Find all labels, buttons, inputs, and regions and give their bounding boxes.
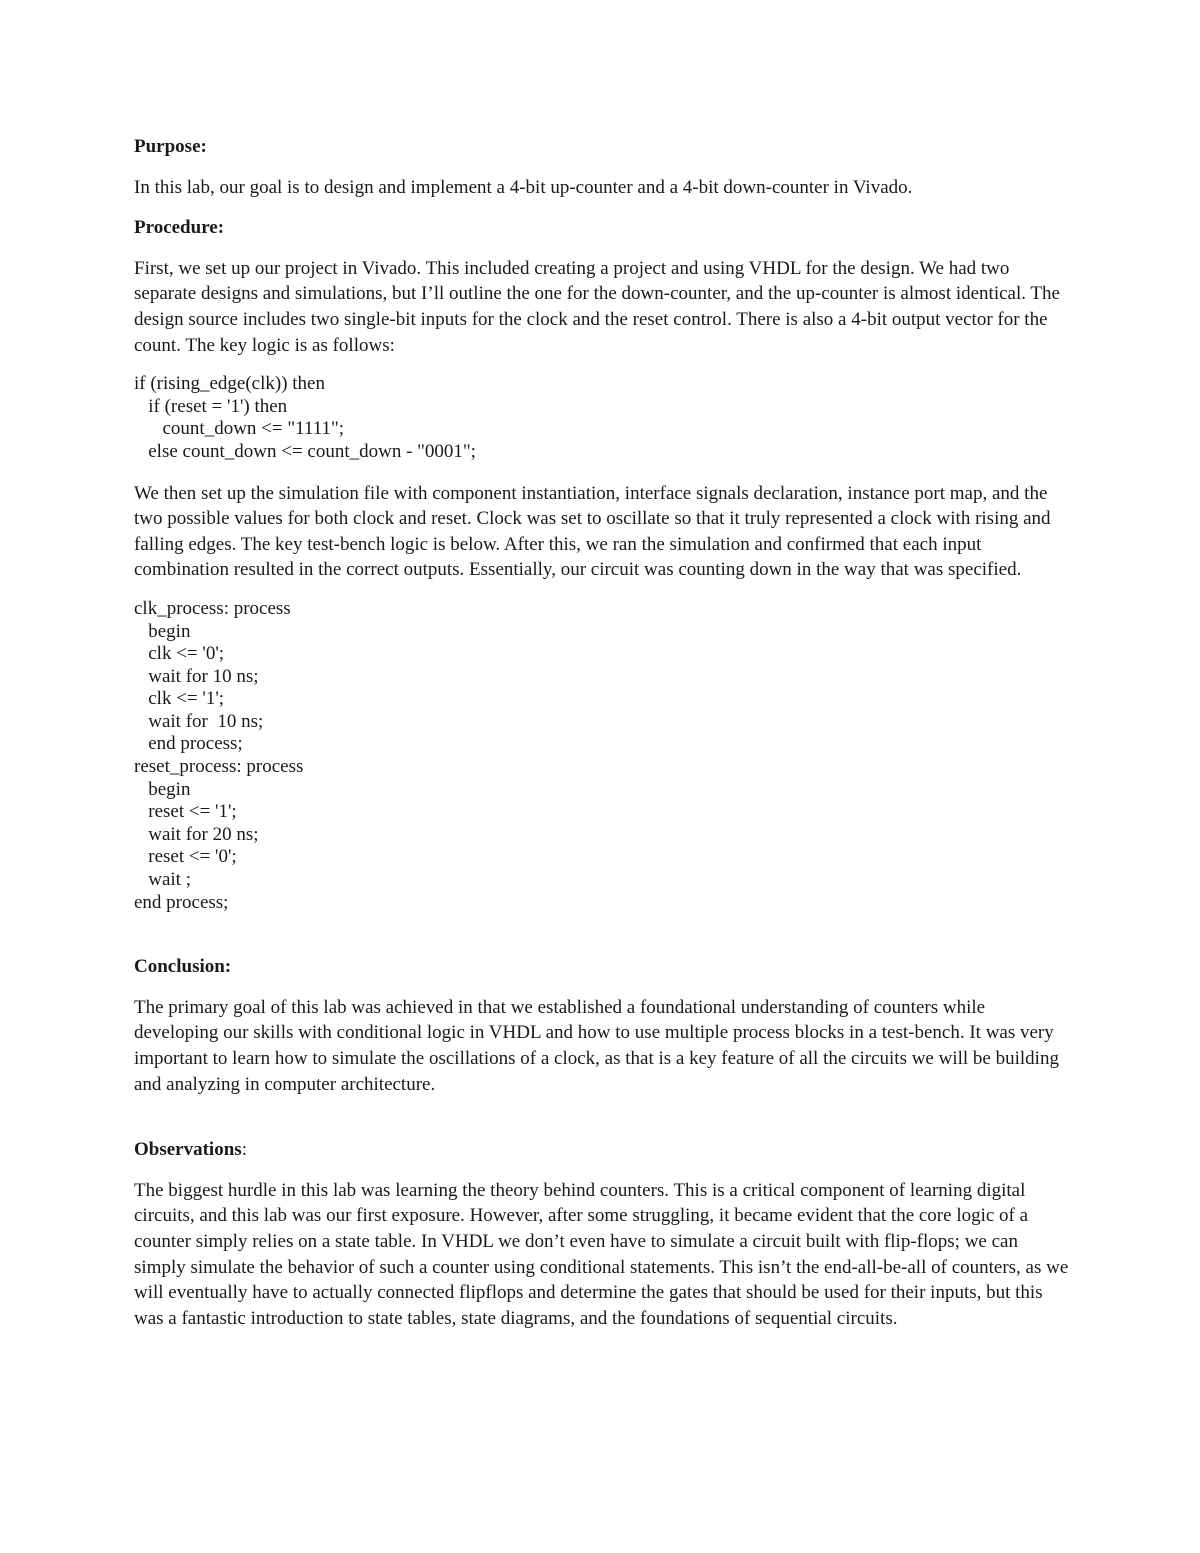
code-line: if (rising_edge(clk)) then (134, 373, 325, 395)
observations-paragraph: The biggest hurdle in this lab was learning the theory behind counters. This is a critical component of learning digital circuits, and this lab was our first exposure. However, after some struggling, it became evident that the core logic of a counter simply relies on a state table. In VHDL we don’t even have to simulate a circuit built with flip-flops; we can simply simulate the behavior of such a counter using conditional statements. This isn’t the end-all-be-all of counters, as we will eventually have to actually connected flipflops and determine the gates that should be used for their inputs, but this was a fantastic introduction to state tables, state diagrams, and the foundations of sequential circuits. (134, 1179, 1069, 1329)
code-line: wait for 10 ns; (134, 710, 264, 732)
observations-heading (134, 1137, 1069, 1163)
code-line: wait ; (134, 869, 191, 891)
conclusion-paragraph: The primary goal of this lab was achieved in that we established a foundational understanding of counters while developing our skills with conditional logic in VHDL and how to use multiple process blocks in a test-bench. It was very important to learn how to simulate the oscillations of a clock, as that is a key feature of all the circuits we will be building and analyzing in computer architecture. (134, 996, 1059, 1095)
purpose-paragraph: In this lab, our goal is to design and implement a 4-bit up-counter and a 4-bit down-counter in Vivado. (134, 176, 913, 198)
testbench-code-block (134, 598, 1069, 914)
conclusion-heading: Conclusion: (134, 956, 232, 978)
code-line: clk <= '1'; (134, 688, 225, 710)
code-line: else count_down <= count_down - "0001"; (134, 440, 476, 462)
document-page (134, 134, 1069, 1331)
code-line: reset_process: process (134, 756, 304, 778)
observations-heading-label: Observations (134, 1139, 242, 1161)
code-line: wait for 20 ns; (134, 823, 259, 845)
code-line: begin (134, 620, 191, 642)
procedure-heading: Procedure: (134, 217, 225, 239)
code-line: count_down <= "1111"; (134, 418, 345, 440)
code-line: wait for 10 ns; (134, 665, 259, 687)
code-line: if (reset = '1') then (134, 395, 288, 417)
design-logic-code-block (134, 373, 1069, 463)
purpose-heading: Purpose: (134, 136, 207, 157)
code-line: clk <= '0'; (134, 643, 225, 665)
code-line: end process; (134, 733, 243, 755)
code-line: end process; (134, 891, 229, 913)
simulation-paragraph: We then set up the simulation file with component instantiation, interface signals declaration, instance port map, and the two possible values for both clock and reset. Clock was set to oscillate so that it truly represented a clock with rising and falling edges. The key test-bench logic is below. After this, we ran the simulation and confirmed that each input combination resulted in the correct outputs. Essentially, our circuit was counting down in the way that was specified. (134, 482, 1051, 581)
code-line: clk_process: process (134, 597, 291, 619)
code-line: reset <= '0'; (134, 846, 237, 868)
code-line: reset <= '1'; (134, 801, 237, 823)
procedure-paragraph: First, we set up our project in Vivado. This included creating a project and using VHDL for the design. We had two separate designs and simulations, but I’ll outline the one for the down-counter, and the up-counter is almost identical. The design source includes two single-bit inputs for the clock and the reset control. There is also a 4-bit output vector for the count. The key logic is as follows: (134, 257, 1060, 356)
code-line: begin (134, 778, 191, 800)
observations-heading-colon: : (241, 1139, 247, 1161)
